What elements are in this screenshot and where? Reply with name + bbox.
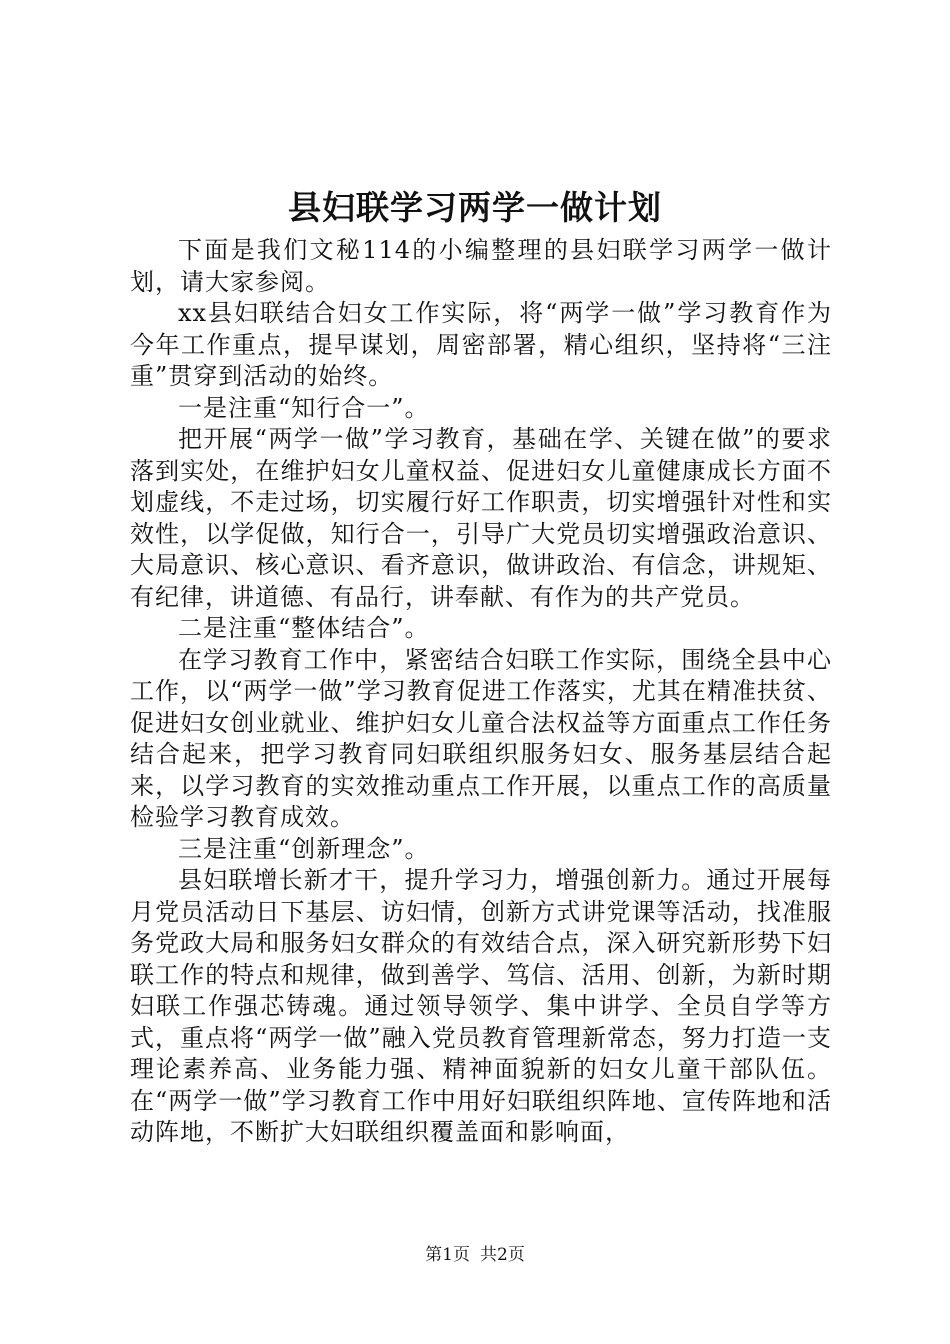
document-body [130,235,832,1149]
heading-point-one: 一是注重“知行合一”。 [178,393,430,422]
paragraph-point-two: 在学习教育工作中，紧密结合妇联工作实际，围绕全县中心工作，以“两学一做”学习教育促进工作落实，尤其在精准扶贫、促进妇女创业就业、维护妇女儿童合法权益等方面重点工作任务结合起来，把学习教育同妇联组织服务妇女、服务基层结合起来，以学习教育的实效推动重点工作开展，以重点工作的高质量检验学习教育成效。 [130,645,832,831]
heading-point-two: 二是注重“整体结合”。 [178,614,430,642]
document-title: 县妇联学习两学一做计划 [288,188,662,227]
page-footer [0,1243,950,1267]
paragraph-overview: xx县妇联结合妇女工作实际，将“两学一做”学习教育作为今年工作重点，提早谋划，周密部署，精心组织，坚持将“三注重”贯穿到活动的始终。 [130,299,832,390]
page-number-current: 第1页 [425,1245,470,1265]
page-number-total: 共2页 [480,1245,525,1265]
paragraph-point-one: 把开展“两学一做”学习教育，基础在学、关键在做”的要求落到实处，在维护妇女儿童权益、促进妇女儿童健康成长方面不划虚线，不走过场，切实履行好工作职责，切实增强针对性和实效性，以学促做，知行合一，引导广大党员切实增强政治意识、大局意识、核心意识、看齐意识，做讲政治、有信念，讲规矩、有纪律，讲道德、有品行，讲奉献、有作为的共产党员。 [130,425,832,611]
paragraph-intro: 下面是我们文秘114的小编整理的县妇联学习两学一做计划，请大家参阅。 [130,236,832,296]
heading-point-three: 三是注重“创新理念”。 [178,834,430,863]
paragraph-point-three: 县妇联增长新才干，提升学习力，增强创新力。通过开展每月党员活动日下基层、访妇情，创新方式讲党课等活动，找准服务党政大局和服务妇女群众的有效结合点，深入研究新形势下妇联工作的特点和规律，做到善学、笃信、活用、创新，为新时期妇联工作强芯铸魂。通过领导领学、集中讲学、全员自学等方式，重点将“两学一做”融入党员教育管理新常态，努力打造一支理论素养高、业务能力强、精神面貌新的妇女儿童干部队伍。在“两学一做”学习教育工作中用好妇联组织阵地、宣传阵地和活动阵地，不断扩大妇联组织覆盖面和影响面， [130,866,832,1146]
